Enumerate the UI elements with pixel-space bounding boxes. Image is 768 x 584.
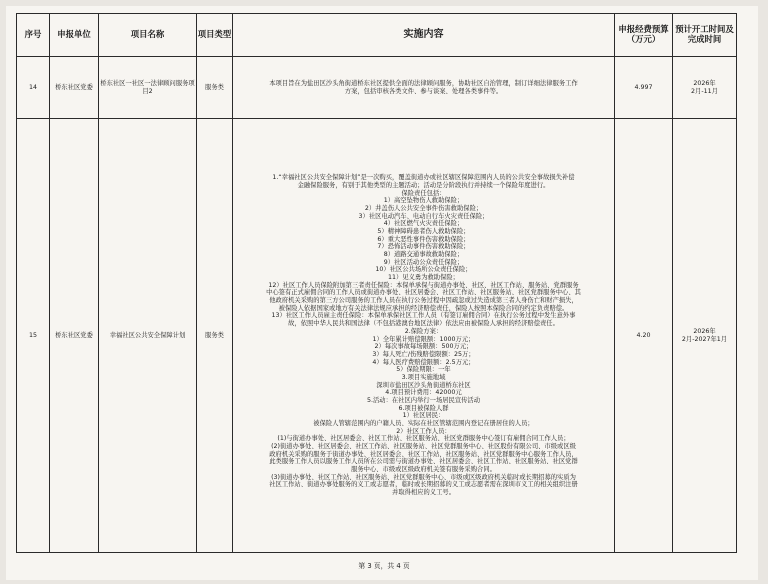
content-line: 5.活动：在社区内举行一场居民宣传活动 <box>366 396 481 404</box>
content-line: 8）道路交通事故救助保险； <box>383 251 464 259</box>
table-header-row <box>17 14 737 57</box>
schedule-line-2: 2月-11月 <box>691 87 718 95</box>
schedule-line-2: 2月-2027年1月 <box>681 335 728 343</box>
content-line: 被保险人管辖范围内的户籍人员、实际在社区管辖范围内登记在册居住的人员； <box>313 419 534 427</box>
header-content: 实施内容 <box>233 14 615 57</box>
table-row <box>17 57 737 119</box>
content-line: 社区工作站、街道办事处服务的义工或志愿者，临时或长期招募的义工或志愿者需在深圳市义工的相关组织注册 <box>269 481 578 489</box>
row-type: 服务类 <box>197 57 233 119</box>
row-no: 14 <box>17 57 50 119</box>
content-line: 1）全年累计赔偿限额：1000万元； <box>372 335 475 343</box>
page-footer: 第 3 页，共 4 页 <box>358 562 410 570</box>
row-type: 服务类 <box>197 119 233 553</box>
row-unit: 桥东社区党委 <box>50 57 99 119</box>
content-line: 5）保险期限：一年 <box>396 366 451 374</box>
content-line: 保险责任包括： <box>401 189 446 197</box>
content-line: (2)街道办事处、社区居委会、社区工作站、社区服务站、社区党群服务中心、社区股份有限公司、市级或区级 <box>271 442 576 450</box>
header-name: 项目名称 <box>99 14 197 57</box>
content-line: 12）社区工作人员保险附加第三者责任保险：本保单承保与街道办事处、社区、社区工作站、服务站、党群服务 <box>268 281 579 289</box>
content-line: 并取得相应的义工号。 <box>392 488 455 496</box>
content-line: 方案，包括审核各类文件、参与谈案、处理各类事件等。 <box>344 87 503 95</box>
schedule-line-1: 2026年 <box>693 79 716 87</box>
content-line: 服务中心、市级或区级政府机关签有服务采购合同。 <box>351 465 496 473</box>
content-line: 此类服务工作人员以服务工作人员所在公司需与街道办事处、社区居委会、社区工作站、社区服务站、社区党群 <box>269 458 578 466</box>
content-line: 11）见义勇为救助保险； <box>388 274 459 282</box>
content-line: 2）每次事故每场限额：500万元； <box>374 343 473 351</box>
table-row <box>17 119 737 553</box>
header-schedule: 预计开工时间及完成时间 <box>673 14 737 57</box>
content-line: 6.项目被保险人群 <box>398 404 449 412</box>
row-name <box>99 57 197 119</box>
content-line: 1）社区居民： <box>402 412 445 420</box>
content-line: 6）重大恶性事件伤害救助保险； <box>377 235 470 243</box>
header-unit: 申报单位 <box>50 14 99 57</box>
content-line: 政府机关采购的服务于街道办事处、社区居委会、社区工作站、社区服务站、社区党群服务中心服务工作人员， <box>269 450 578 458</box>
row-budget: 4.997 <box>615 57 673 119</box>
content-line: 13）社区工作人员雇主责任保险：本保单承保社区工作人员（有签订雇佣合同）在执行公务过程中发生意外事 <box>271 312 576 320</box>
content-line: 4.项目预计费用：42000元 <box>385 389 462 397</box>
row-name <box>99 119 197 553</box>
row-budget: 4.20 <box>615 119 673 553</box>
schedule-line-1: 2026年 <box>693 327 716 335</box>
row-content <box>233 57 615 119</box>
project-table <box>16 13 737 553</box>
content-line: 2）井盖伤人公共安全事件伤害救助保险； <box>364 205 483 213</box>
content-line: 7）恐怖活动事件伤害救助保险； <box>377 243 470 251</box>
content-line: 3.项目实施地域 <box>401 373 446 381</box>
content-line: 1.“幸福社区公共安全保障计划”是一次购买，覆盖街道办或社区辖区保障范围内人员的公共安全事故损失补偿 <box>272 174 575 182</box>
content-line: 2）社区工作人员： <box>396 427 451 435</box>
content-line: 3）社区电动汽车、电动自行车火灾责任保险； <box>358 212 489 220</box>
content-line: (3)街道办事处、社区工作站、社区服务站、社区党群服务中心、市级或区级政府机关临时或长期招募的实质为 <box>271 473 576 481</box>
content-line: 本项目旨在为盐田区沙头角街道桥东社区提供全面的法律顾问服务，协助社区自治管理，制订详细法律服务工作 <box>269 79 578 87</box>
row-no: 15 <box>17 119 50 553</box>
row-name-text: 桥东社区一社区一法律顾问服务项目2 <box>100 79 195 95</box>
header-no: 序号 <box>17 14 50 57</box>
content-line: 10）社区公共场所公众责任保险； <box>375 266 472 274</box>
header-type: 项目类型 <box>197 14 233 57</box>
content-line: 4）社区燃气火灾责任保险； <box>383 220 464 228</box>
content-line: 故，依照中华人民共和国法律（不包括港澳台地区法律）依法应由被保险人承担的经济赔偿责任。 <box>288 320 559 328</box>
content-line: 5）精神障碍患者伤人救助保险； <box>377 228 470 236</box>
content-line: 金融保险服务，有别于其他类型的主题活动；活动是分阶段执行并持续一个保险年度进行。 <box>297 182 550 190</box>
content-line: 4）每人医疗费赔偿限额：2.5万元； <box>372 358 475 366</box>
content-line: 他政府机关采购的第三方公司服务的工作人员在执行公务过程中因疏忽或过失造成第三者人身伤亡和财产损失， <box>269 297 578 305</box>
content-line: 中心签有正式雇佣合同的工作人员或街道办事处、社区居委会、社区工作站、社区服务站、社区党群服务中心、其 <box>266 289 581 297</box>
row-schedule <box>673 119 737 553</box>
row-content <box>233 119 615 553</box>
row-unit: 桥东社区党委 <box>50 119 99 553</box>
row-schedule <box>673 57 737 119</box>
content-line: (1)与街道办事处、社区居委会、社区工作站、社区服务站、社区党群服务中心签订有雇佣合同工作人员； <box>277 435 570 443</box>
content-line: 深圳市盐田区沙头角街道桥东社区 <box>376 381 471 389</box>
header-budget: 申报经费预算（万元） <box>615 14 673 57</box>
content-line: 被保险人依据国家或地方有关法律法规应承担的经济赔偿责任，保险人按照本保险合同的约定负责赔偿。 <box>278 304 569 312</box>
row-name-text: 幸福社区公共安全保障计划 <box>109 331 186 339</box>
content-line: 2.保险方案： <box>404 327 443 335</box>
content-line: 1）高空坠物伤人救助保险； <box>383 197 464 205</box>
content-line: 3）每人死亡/伤残赔偿限额：25万； <box>372 350 475 358</box>
content-line: 9）社区活动公众责任保险； <box>383 258 464 266</box>
